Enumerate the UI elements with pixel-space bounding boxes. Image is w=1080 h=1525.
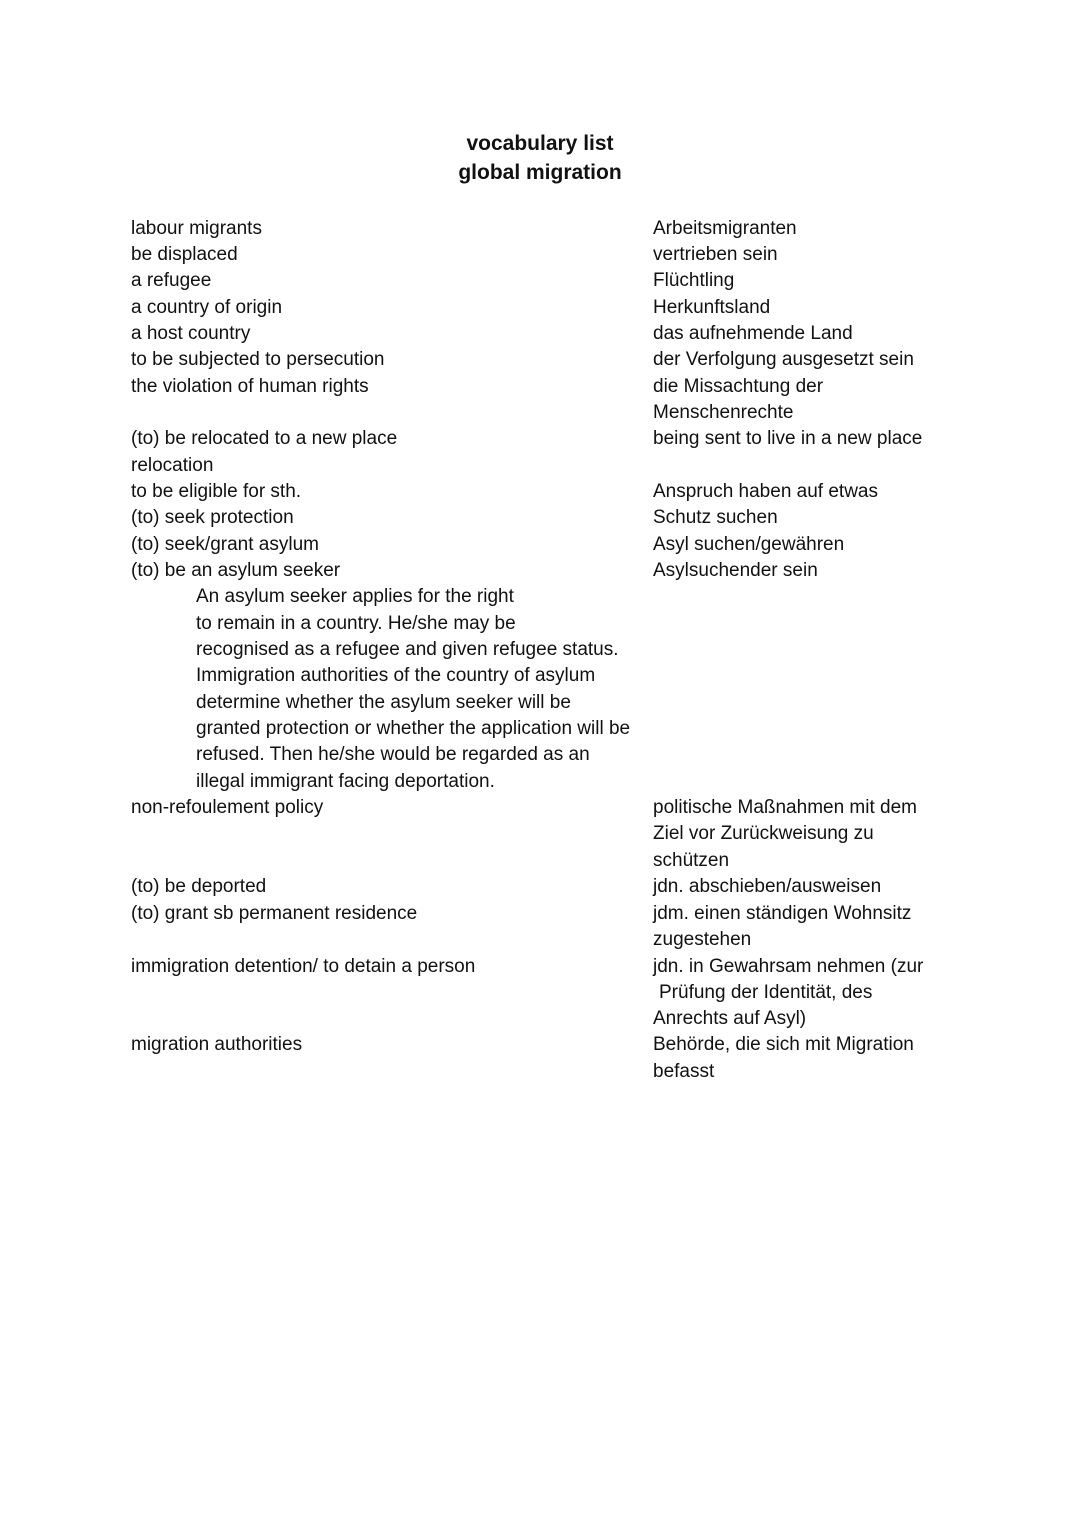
english-term: a country of origin [131, 297, 283, 318]
asylum-note-line: An asylum seeker applies for the right [196, 586, 514, 607]
german-translation: befasst [653, 1061, 715, 1082]
german-translation: schützen [653, 850, 730, 871]
english-term: migration authorities [131, 1034, 303, 1055]
document-subtitle: global migration [458, 161, 622, 184]
english-term: (to) grant sb permanent residence [131, 903, 418, 924]
german-translation: Anspruch haben auf etwas [653, 481, 878, 502]
german-translation: politische Maßnahmen mit dem [653, 797, 917, 818]
german-translation: being sent to live in a new place [653, 428, 923, 449]
german-translation: vertrieben sein [653, 244, 778, 265]
english-term: a host country [131, 323, 251, 344]
asylum-note-line: to remain in a country. He/she may be [196, 613, 516, 634]
document-title: vocabulary list [466, 132, 614, 155]
german-translation: Arbeitsmigranten [653, 218, 797, 239]
english-term: (to) seek/grant asylum [131, 534, 319, 555]
asylum-note-line: refused. Then he/she would be regarded as an [196, 744, 590, 765]
german-translation: Herkunftsland [653, 297, 771, 318]
english-term: the violation of human rights [131, 376, 369, 397]
english-term: to be eligible for sth. [131, 481, 302, 502]
german-translation: der Verfolgung ausgesetzt sein [653, 349, 914, 370]
english-term: non-refoulement policy [131, 797, 324, 818]
english-term: be displaced [131, 244, 238, 265]
german-translation: Prüfung der Identität, des [659, 982, 873, 1003]
asylum-note-line: Immigration authorities of the country of asylum [196, 665, 596, 686]
german-translation: zugestehen [653, 929, 752, 950]
german-translation: jdn. in Gewahrsam nehmen (zur [653, 956, 924, 977]
german-translation: Asylsuchender sein [653, 560, 818, 581]
german-translation: Flüchtling [653, 270, 735, 291]
english-term: (to) be an asylum seeker [131, 560, 341, 581]
english-term: (to) be deported [131, 876, 267, 897]
asylum-note-line: granted protection or whether the application will be [196, 718, 631, 739]
english-term: (to) seek protection [131, 507, 294, 528]
english-term: labour migrants [131, 218, 262, 239]
german-translation: jdm. einen ständigen Wohnsitz [653, 903, 912, 924]
english-term: immigration detention/ to detain a person [131, 956, 476, 977]
german-translation: Menschenrechte [653, 402, 794, 423]
german-translation: das aufnehmende Land [653, 323, 853, 344]
english-term: relocation [131, 455, 214, 476]
german-translation: Anrechts auf Asyl) [653, 1008, 807, 1029]
german-translation: Ziel vor Zurückweisung zu [653, 823, 874, 844]
asylum-note-line: illegal immigrant facing deportation. [196, 771, 495, 792]
german-translation: Schutz suchen [653, 507, 778, 528]
english-term: to be subjected to persecution [131, 349, 385, 370]
english-term: (to) be relocated to a new place [131, 428, 398, 449]
asylum-note-line: recognised as a refugee and given refugee status. [196, 639, 619, 660]
asylum-note-line: determine whether the asylum seeker will be [196, 692, 571, 713]
german-translation: die Missachtung der [653, 376, 824, 397]
german-translation: jdn. abschieben/ausweisen [653, 876, 882, 897]
german-translation: Behörde, die sich mit Migration [653, 1034, 914, 1055]
english-term: a refugee [131, 270, 212, 291]
german-translation: Asyl suchen/gewähren [653, 534, 845, 555]
